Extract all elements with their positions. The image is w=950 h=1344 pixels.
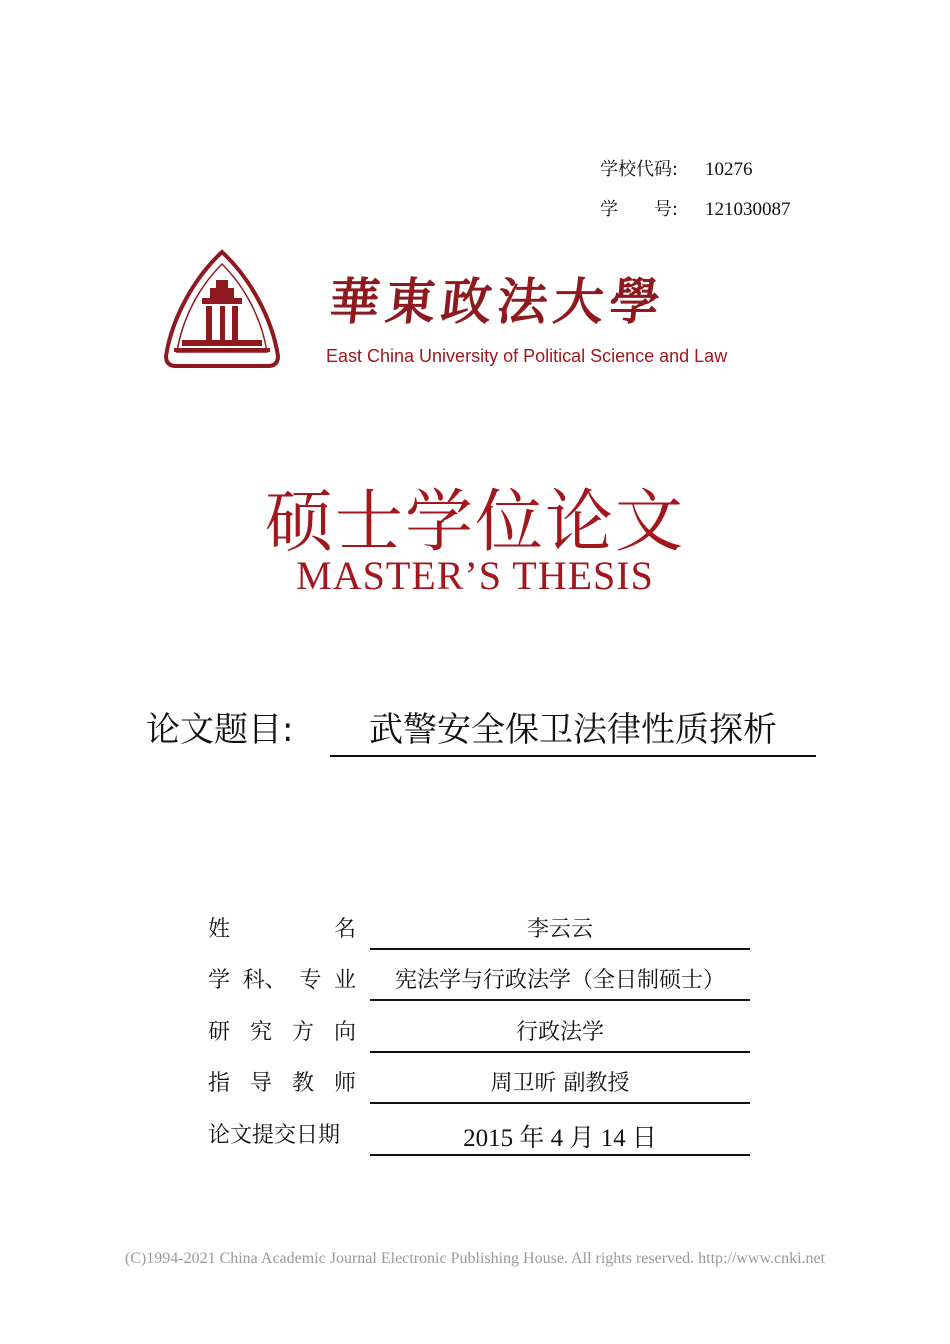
info-label: 姓 名: [208, 917, 356, 942]
info-label: 指 导 教 师: [208, 1071, 356, 1096]
info-label: 研 究 方 向: [208, 1020, 356, 1045]
info-value-research-direction: 行政法学: [370, 1015, 750, 1053]
topic-label: 论文题目:: [146, 710, 294, 750]
university-emblem: [160, 248, 284, 372]
thesis-type-en: MASTER’S THESIS: [296, 553, 654, 598]
info-row-submission-date: [208, 1118, 753, 1158]
info-value-submission-date: 2015 年 4 月 14 日: [370, 1118, 750, 1156]
info-value-advisor: 周卫昕 副教授: [370, 1066, 750, 1104]
info-value-name: 李云云: [370, 912, 750, 950]
school-code-label: 学校代码:: [600, 159, 679, 180]
info-label: 学 科、 专 业: [208, 968, 356, 993]
school-code-row: [600, 155, 753, 181]
student-id-label: 学 号:: [600, 199, 679, 220]
student-id-row: [600, 195, 791, 221]
school-code-value: 10276: [705, 159, 753, 180]
info-row-advisor: [208, 1066, 753, 1106]
info-row-major: [208, 963, 753, 1003]
student-id-value: 121030087: [705, 199, 791, 220]
topic-value: 武警安全保卫法律性质探析: [330, 702, 816, 757]
info-row-research-direction: [208, 1015, 753, 1055]
thesis-type-cn: 硕士学位论文: [264, 483, 685, 562]
info-value-major: 宪法学与行政法学（全日制硕士）: [370, 963, 750, 1001]
university-name-calligraphy: 華東政法大學: [326, 272, 669, 331]
university-name-en: East China University of Political Science and Law: [326, 346, 728, 366]
copyright-footer: (C)1994-2021 China Academic Journal Electronic Publishing House. All rights reserved. http://www.cnki.net: [124, 1250, 826, 1267]
info-label: 论文提交日期: [208, 1123, 341, 1148]
info-row-name: [208, 912, 753, 952]
